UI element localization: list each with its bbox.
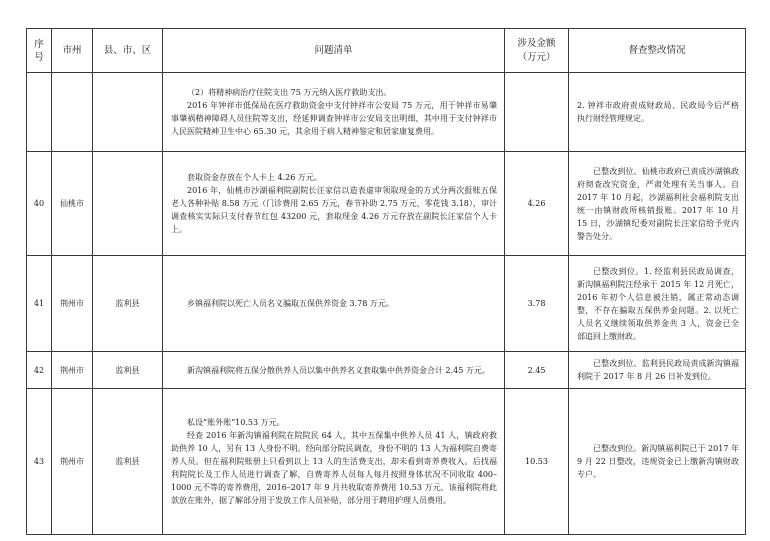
cell-no: 43 — [27, 389, 52, 535]
cell-amount: 3.78 — [505, 256, 569, 352]
table-row — [27, 352, 746, 389]
supervision-paragraph: 已整改到位。仙桃市政府已责成沙湖镇政府彻查改究资金，严肃处理有关当事人。自 2017 年 10 月起，沙湖福利社会福利院支出统一由镇财政所核销报账。2017 年 10 月 15 日，沙湖镇纪委对副院长汪家信给予党内警告处分。 — [577, 166, 739, 241]
cell-supervision — [569, 73, 746, 152]
cell-supervision — [569, 389, 746, 535]
table-row — [27, 73, 746, 152]
table-row — [27, 389, 746, 535]
cell-no: 41 — [27, 256, 52, 352]
cell-county — [93, 152, 163, 256]
cell-issues — [163, 256, 505, 352]
cell-supervision — [569, 352, 746, 389]
cell-no: 40 — [27, 152, 52, 256]
cell-county: 监利县 — [93, 389, 163, 535]
supervision-paragraph: 已整改到位。新沟镇福利院已于 2017 年 9 月 22 日整改，违规资金已上缴新沟镇财政专户。 — [577, 444, 739, 479]
cell-issues — [163, 352, 505, 389]
cell-county: 监利县 — [93, 256, 163, 352]
header-supervision: 督查整改情况 — [569, 29, 746, 73]
header-no-text: 序号 — [34, 38, 44, 63]
header-county: 县、市、区 — [93, 29, 163, 73]
table-header-row — [27, 29, 746, 73]
issue-paragraph: 2016 年，仙桃市沙湖福利院副院长汪家信以造表虚审领取现金的方式分两次报账五保老人各种补贴 8.58 万元（门诊费用 2.65 万元，春节补助 2.75 万元、零花钱 3.18），审计调查核实实际只支付春节红包 43200 元，套取现金 4.26 万元存放在副院长汪家信个人卡上。 — [171, 186, 497, 234]
cell-city — [52, 73, 93, 152]
supervision-paragraph: 2. 钟祥市政府责成财政局、民政局今后严格执行财经管理规定。 — [577, 101, 739, 123]
cell-amount: 2.45 — [505, 352, 569, 389]
issue-paragraph: （2）将精神病治疗住院支出 75 万元纳入医疗救助支出。 — [187, 88, 392, 97]
cell-county: 监利县 — [93, 352, 163, 389]
table-row — [27, 256, 746, 352]
cell-no: 42 — [27, 352, 52, 389]
header-no — [27, 29, 52, 73]
cell-no — [27, 73, 52, 152]
cell-amount: 10.53 — [505, 389, 569, 535]
issue-paragraph: 2016 年钟祥市低保局在医疗救助资金中支付钟祥市公安局 75 万元，用于钟祥市易肇事肇祸精神障碍人员住院等支出，经延伸调查钟祥市公安局支出明细，其中用于支付钟祥市人民医院精神卫生中心 65.30 元，其余用于病人精神鉴定和居家康复费用。 — [171, 101, 497, 136]
header-amount — [505, 29, 569, 73]
header-amount-line2: （万元） — [517, 51, 556, 63]
cell-supervision — [569, 152, 746, 256]
issue-paragraph: 乡镇福利院以死亡人员名义骗取五保供养资金 3.78 万元。 — [187, 299, 394, 308]
cell-amount: 4.26 — [505, 152, 569, 256]
cell-county — [93, 73, 163, 152]
cell-issues — [163, 389, 505, 535]
audit-issues-table — [26, 28, 746, 535]
cell-issues — [163, 152, 505, 256]
cell-city: 仙桃市 — [52, 152, 93, 256]
supervision-paragraph: 已整改到位。1. 经监利县民政局调查，新沟镇福利院汪经承于 2015 年 12 月死亡，2016 年初个人信息被注销，属正常动态调整，不存在骗取五保供养金问题。2. 以死亡人员名义继续领取供养金共 3 人，资金已全部追回上缴财政。 — [577, 266, 739, 341]
cell-supervision — [569, 256, 746, 352]
cell-issues — [163, 73, 505, 152]
header-amount-line1: 涉及金额 — [517, 37, 556, 49]
issue-paragraph: 新沟镇福利院将五保分散供养人员以集中供养名义套取集中供养资金合计 2.45 万元。 — [187, 365, 490, 375]
header-city: 市州 — [52, 29, 93, 73]
issue-paragraph: 经查 2016 年新沟镇福利院在院院民 64 人，其中五保集中供养人员 41 人，镇政府救助供养 10 人，另有 13 人身份不明。经向部分院民调查，身份不明的 13 人为福利院自费寄养人员。但在福利院账册上只看到以上 13 人的生活费支出，却未看到寄养费收入。后找福利院院长及工作人员进行调查了解，自费寄养人员每人每月按照身体状况不同收取 400–1000 元不等的寄养费用，2016–2017 年 9 月共收取寄养费用 10.53 万元，该福利院将此款放在账外，据了解部分用于发放工作人员补贴，部分用于聘用护理人员费用。 — [171, 431, 497, 505]
table-row — [27, 152, 746, 256]
cell-city: 荆州市 — [52, 256, 93, 352]
header-issues: 问题清单 — [163, 29, 505, 73]
issue-paragraph: 套取资金存放在个人卡上 4.26 万元。 — [187, 173, 322, 182]
cell-amount — [505, 73, 569, 152]
issue-paragraph: 私设“账外账”10.53 万元。 — [187, 418, 285, 427]
supervision-paragraph: 已整改到位。监利县民政局责成新沟镇福利院于 2017 年 8 月 26 日补发到位。 — [577, 359, 739, 381]
cell-city: 荆州市 — [52, 352, 93, 389]
cell-city: 荆州市 — [52, 389, 93, 535]
